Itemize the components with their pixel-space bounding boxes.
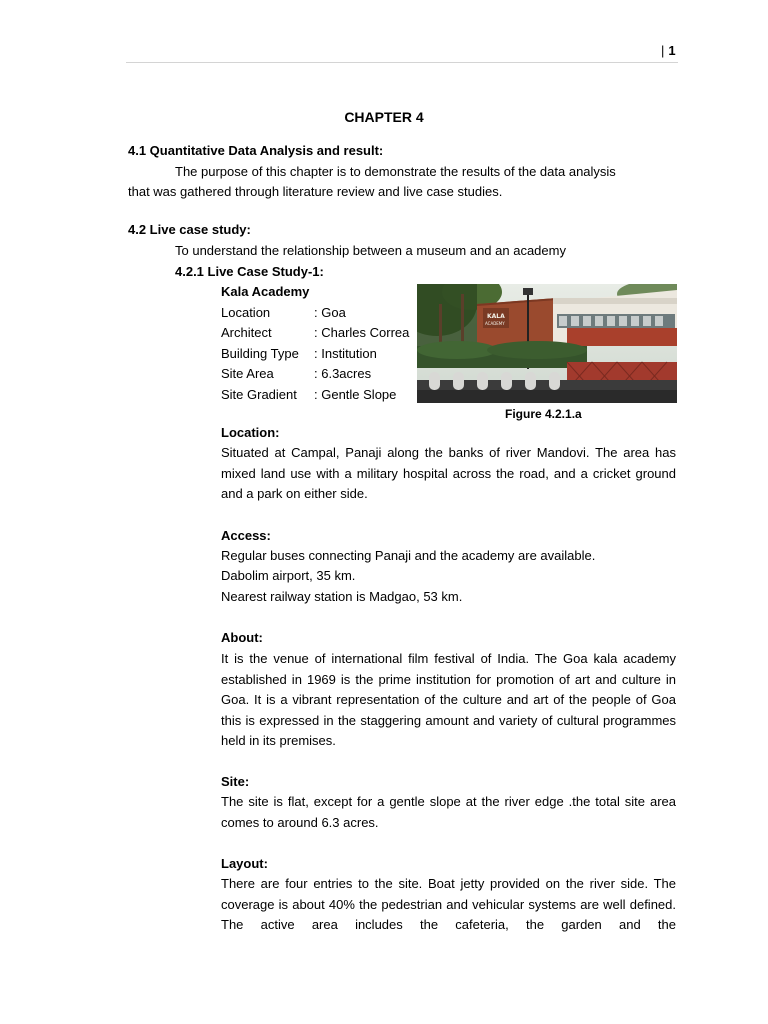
layout-text: There are four entries to the site. Boat jetty provided on the river side. The coverage is about 40% the pedestrian and vehicular systems are well defined. The active area includes the cafeteria, the garden and the	[221, 876, 676, 932]
spec-row-site-area	[221, 364, 371, 384]
spec-key: Architect	[221, 325, 272, 340]
location-text: Situated at Campal, Panaji along the banks of river Mandovi. The area has mixed land use with a military hospital across the road, and a cricket ground and a park on either side.	[221, 445, 676, 501]
spec-key: Site Area	[221, 366, 274, 381]
spec-value: : 6.3acres	[314, 366, 372, 381]
section-4-1-line-2: that was gathered through literature review and live case studies.	[128, 184, 503, 199]
spec-row-site-gradient	[221, 385, 396, 405]
sign-text-academy: ACADEMY	[485, 321, 505, 326]
spec-value: : Charles Correa	[314, 325, 410, 340]
figure-caption: Figure 4.2.1.a	[505, 407, 582, 421]
about-heading: About:	[221, 630, 263, 645]
section-4-1-line-1: The purpose of this chapter is to demonstrate the results of the data analysis	[175, 164, 616, 179]
page-number	[661, 43, 676, 58]
spec-key: Location	[221, 305, 271, 320]
access-line-3: Nearest railway station is Madgao, 53 km.	[221, 589, 463, 604]
case-study-1-heading: 4.2.1 Live Case Study-1:	[175, 264, 324, 279]
sign-text-kala: KALA	[487, 313, 505, 320]
chapter-title: CHAPTER 4	[344, 109, 424, 125]
location-heading: Location:	[221, 425, 280, 440]
site-text: The site is flat, except for a gentle slope at the river edge .the total site area comes to around 6.3 acres.	[221, 794, 676, 830]
spec-key: Site Gradient	[221, 387, 297, 402]
section-4-1-heading: 4.1 Quantitative Data Analysis and result:	[128, 143, 384, 158]
spec-row-location	[221, 303, 346, 323]
spec-value: : Institution	[314, 346, 377, 361]
kala-academy-photo	[417, 284, 677, 403]
access-heading: Access:	[221, 528, 271, 543]
spec-value: : Goa	[314, 305, 346, 320]
spec-row-architect	[221, 323, 409, 343]
spec-row-building-type	[221, 344, 377, 364]
about-text: It is the venue of international film festival of India. The Goa kala academy established in 1969 is the prime institution for promotion of art and culture in Goa. It is a vibrant representation of the culture and art of the people of Goa this is expressed in the staggering amount and variety of cultural programmes held in its premises.	[221, 651, 676, 748]
section-4-2-intro: To understand the relationship between a museum and an academy	[175, 243, 566, 258]
case-name: Kala Academy	[221, 284, 310, 299]
layout-heading: Layout:	[221, 856, 268, 871]
spec-key: Building Type	[221, 346, 299, 361]
page-number-value: 1	[668, 43, 676, 58]
page-number-separator: |	[661, 43, 665, 58]
kala-academy-photo-illustration	[417, 284, 677, 403]
access-line-2: Dabolim airport, 35 km.	[221, 568, 356, 583]
section-4-2-heading: 4.2 Live case study:	[128, 222, 251, 237]
header-rule	[126, 62, 678, 63]
spec-value: : Gentle Slope	[314, 387, 397, 402]
site-heading: Site:	[221, 774, 250, 789]
access-line-1: Regular buses connecting Panaji and the academy are available.	[221, 548, 596, 563]
